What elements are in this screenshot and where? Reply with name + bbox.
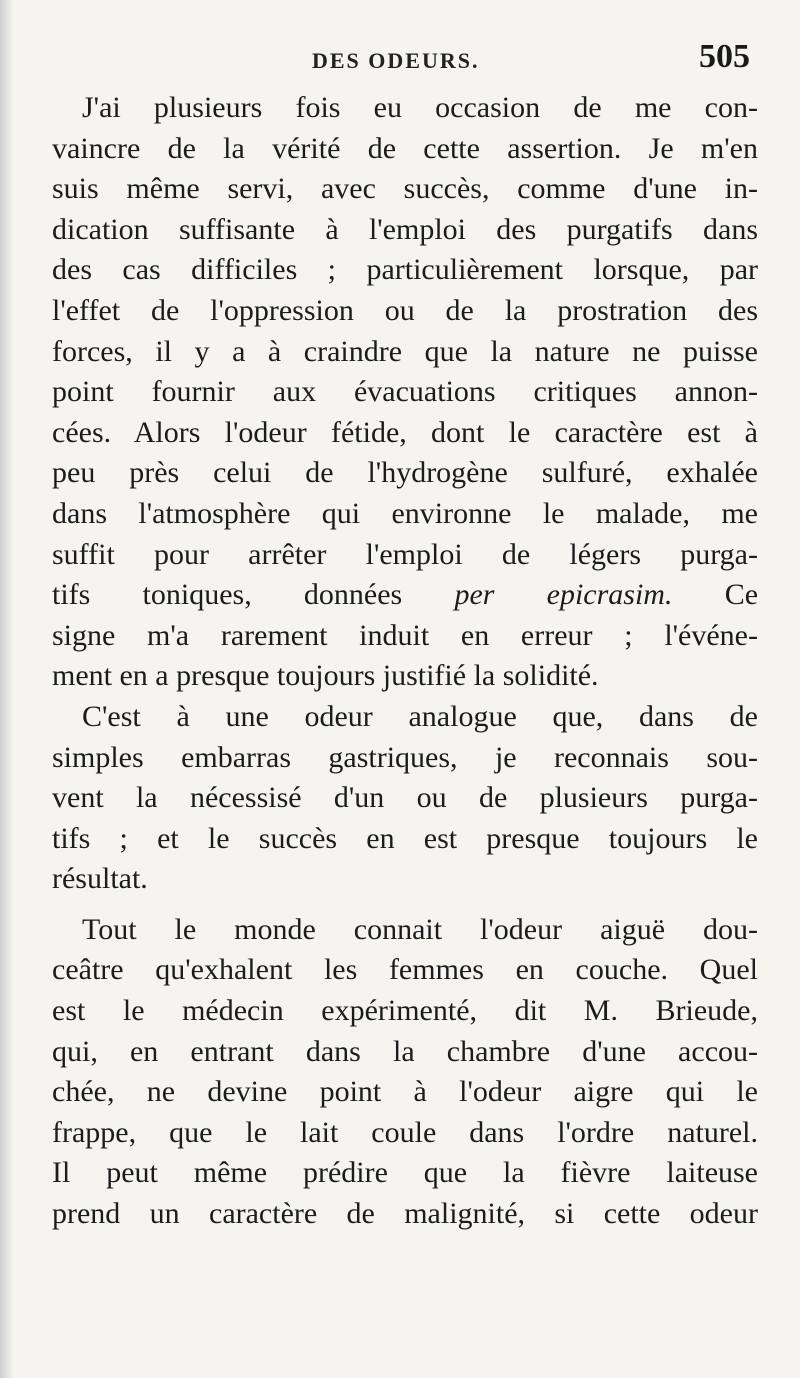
text-line: signe m'a rarement induit en erreur ; l'événe- [52, 618, 758, 652]
text-line: J'ai plusieurs fois eu occasion de me con- [82, 91, 758, 124]
text-line: tifs ; et le succès en est presque toujours le [52, 821, 758, 855]
text-line: suffit pour arrêter l'emploi de légers purga- [52, 537, 758, 571]
text-line: peu près celui de l'hydrogène sulfuré, exhalée [52, 456, 758, 490]
text-line: C'est à une odeur analogue que, dans de [82, 699, 758, 733]
page-number: 505 [699, 38, 750, 75]
text-line: résultat. [52, 862, 148, 896]
text-line: Il peut même prédire que la fièvre laiteuse [52, 1156, 758, 1190]
text-line: point fournir aux évacuations critiques annon- [52, 375, 758, 409]
text-line: prend un caractère de malignité, si cette odeur [52, 1197, 758, 1231]
text-line: vent la nécessisé d'un ou de plusieurs purga- [52, 781, 758, 815]
text-line: l'effet de l'oppression ou de la prostration des [52, 293, 758, 327]
text-line: frappe, que le lait coule dans l'ordre naturel. [52, 1115, 758, 1149]
text-line: dication suffisante à l'emploi des purgatifs dans [52, 212, 758, 246]
page-header [60, 38, 750, 84]
running-head: DES ODEURS. [312, 48, 480, 73]
body-text [52, 88, 758, 1235]
text-line: chée, ne devine point à l'odeur aigre qui le [52, 1075, 758, 1109]
paragraph [52, 88, 758, 697]
text-segment: tifs toniques, données [52, 578, 403, 612]
text-line-with-italic [52, 575, 758, 616]
text-line: suis même servi, avec succès, comme d'une in- [52, 172, 758, 206]
text-line: ment en a presque toujours justifié la solidité. [52, 659, 599, 693]
text-line: simples embarras gastriques, je reconnais sou- [52, 740, 758, 774]
text-line: qui, en entrant dans la chambre d'une accou- [52, 1034, 758, 1068]
text-segment: Ce [724, 578, 759, 612]
text-line: forces, il y a à craindre que la nature ne puisse [52, 334, 758, 368]
page-gutter-shadow [0, 0, 14, 1378]
text-line: ceâtre qu'exhalent les femmes en couche. Quel [52, 953, 758, 987]
text-line: vaincre de la vérité de cette assertion. Je m'en [52, 131, 758, 165]
text-line: est le médecin expérimenté, dit M. Brieude, [52, 994, 758, 1028]
paragraph-gap [52, 900, 758, 910]
text-line: des cas difficiles ; particulièrement lorsque, par [52, 253, 758, 287]
text-line: Tout le monde connait l'odeur aiguë dou- [82, 912, 758, 946]
text-line: dans l'atmosphère qui environne le malade, me [52, 496, 758, 530]
paragraph [52, 697, 758, 900]
italic-phrase: per epicrasim. [454, 578, 673, 612]
text-line: cées. Alors l'odeur fétide, dont le caractère est à [52, 415, 758, 449]
paragraph [52, 910, 758, 1235]
